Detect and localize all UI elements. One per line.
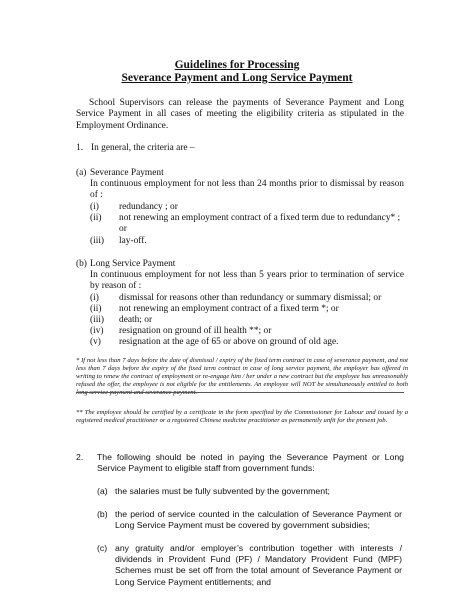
b-v-text: resignation at the age of 65 or above on ground of old age. bbox=[119, 337, 339, 347]
section-1-number: 1. bbox=[76, 143, 84, 153]
s2-b-marker: (b) bbox=[97, 509, 108, 519]
title-line-2: Severance Payment and Long Service Payment bbox=[121, 72, 353, 84]
a-iii-text: lay-off. bbox=[119, 236, 147, 246]
a-iii-num: (iii) bbox=[90, 236, 105, 246]
s2-a-text: the salaries must be fully subvented by the government; bbox=[115, 486, 330, 496]
footnote-single-star: * If not less than 7 days before the date of dismissal / expiry of the fixed term contract in case of severance payment, and not less than 7 days before the expiry of the fixed term contract in case of long service payment, the employer has offered in writing to renew the contract of employment or re-engage him / her under a new contract but the employee has unreasonably refused the offer, the employee is not eligible for the entitlements. An employee will NOT be simultaneously entitled to both long service payment and severance payment. bbox=[76, 357, 408, 396]
item-a-label: Severance Payment bbox=[90, 168, 164, 178]
a-i-text: redundancy ; or bbox=[119, 202, 178, 212]
s2-a-marker: (a) bbox=[97, 486, 108, 496]
note-divider bbox=[76, 392, 404, 393]
item-a-marker: (a) bbox=[76, 168, 87, 178]
s2-c-text: any gratuity and/or employer’s contribution together with interests / dividends in Provident Fund (PF) / Mandatory Provident Fund (MPF) Schemes must be set off from the total amount of Severance Payment or Long Service Payment entitlements; and bbox=[115, 543, 402, 587]
section-1-heading: In general, the criteria are – bbox=[91, 143, 195, 153]
b-ii-num: (ii) bbox=[90, 304, 102, 314]
item-b-label: Long Service Payment bbox=[90, 259, 176, 269]
item-b-marker: (b) bbox=[76, 259, 87, 269]
footnote-double-star: ** The employee should be certified by a certificate in the form specified by the Commissioner for Labour and issued by a registered medical practitioner or a registered Chinese medicine practitioner as permanently unfit for the present job. bbox=[76, 409, 408, 424]
b-iv-num: (iv) bbox=[90, 326, 104, 336]
b-i-text: dismissal for reasons other than redundancy or summary dismissal; or bbox=[119, 293, 382, 303]
b-v-num: (v) bbox=[90, 337, 101, 347]
intro-paragraph: School Supervisors can release the payments of Severance Payment and Long Service Payment in all cases of meeting the eligibility criteria as stipulated in the Employment Ordinance. bbox=[76, 98, 404, 131]
b-ii-text: not renewing an employment contract of a fixed term *; or bbox=[119, 304, 339, 314]
a-i-num: (i) bbox=[90, 202, 99, 212]
section-2-heading: The following should be noted in paying the Severance Payment or Long Service Payment to eligible staff from government funds: bbox=[97, 452, 404, 474]
a-ii-num: (ii) bbox=[90, 213, 102, 223]
item-a-lead: In continuous employment for not less than 24 months prior to dismissal by reason of : bbox=[90, 179, 404, 201]
b-i-num: (i) bbox=[90, 293, 99, 303]
a-ii-cont: or bbox=[119, 224, 127, 234]
b-iii-num: (iii) bbox=[90, 315, 105, 325]
item-b-lead: In continuous employment for not less than 5 years prior to termination of service by reason of : bbox=[90, 270, 404, 292]
s2-c-marker: (c) bbox=[97, 543, 108, 553]
a-ii-text: not renewing an employment contract of a fixed term due to redundancy* ; bbox=[119, 213, 401, 223]
title-line-1: Guidelines for Processing bbox=[174, 59, 300, 71]
b-iii-text: death; or bbox=[119, 315, 153, 325]
s2-b-text: the period of service counted in the calculation of Severance Payment or Long Service Payment must be covered by government subsidies; bbox=[115, 509, 402, 531]
b-iv-text: resignation on ground of ill health **; or bbox=[119, 326, 272, 336]
section-2-number: 2. bbox=[76, 452, 84, 462]
